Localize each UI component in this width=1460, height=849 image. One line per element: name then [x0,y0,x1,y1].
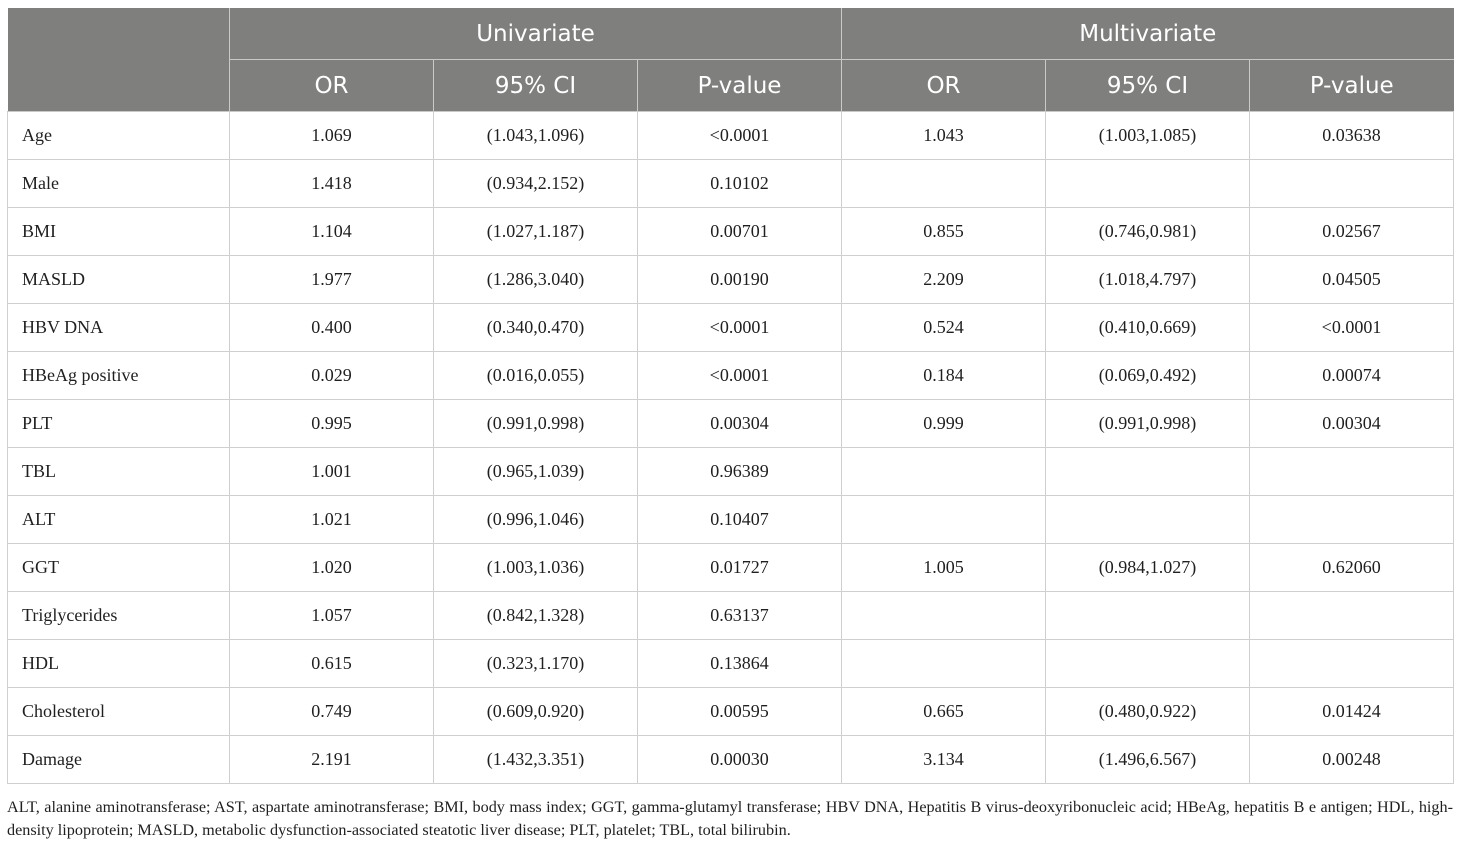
uni-p-cell: 0.01727 [638,544,842,592]
column-header-multi-p: P-value [1250,60,1454,112]
uni-ci-cell: (0.934,2.152) [434,160,638,208]
table-row [8,400,1454,448]
uni-ci-cell: (1.003,1.036) [434,544,638,592]
row-label: ALT [8,496,230,544]
multi-or-cell: 0.855 [842,208,1046,256]
uni-p-cell: 0.10407 [638,496,842,544]
row-label: HBeAg positive [8,352,230,400]
multi-or-cell [842,496,1046,544]
table-row [8,640,1454,688]
group-header-row [8,8,1454,60]
table-row [8,256,1454,304]
multi-p-cell: 0.02567 [1250,208,1454,256]
table-body [8,112,1454,784]
table-row [8,736,1454,784]
multi-or-cell: 1.043 [842,112,1046,160]
table-row [8,496,1454,544]
row-label: Triglycerides [8,592,230,640]
table-row [8,592,1454,640]
multi-ci-cell: (1.018,4.797) [1046,256,1250,304]
row-label: HDL [8,640,230,688]
uni-or-cell: 1.977 [230,256,434,304]
uni-ci-cell: (0.842,1.328) [434,592,638,640]
table-row [8,304,1454,352]
multi-p-cell: 0.62060 [1250,544,1454,592]
multi-ci-cell: (0.991,0.998) [1046,400,1250,448]
uni-or-cell: 1.021 [230,496,434,544]
uni-p-cell: <0.0001 [638,352,842,400]
multi-p-cell: 0.03638 [1250,112,1454,160]
uni-p-cell: 0.00190 [638,256,842,304]
column-header-uni-ci: 95% CI [434,60,638,112]
multi-p-cell: 0.00304 [1250,400,1454,448]
multi-p-cell: <0.0001 [1250,304,1454,352]
row-label: Cholesterol [8,688,230,736]
uni-ci-cell: (1.043,1.096) [434,112,638,160]
multi-p-cell [1250,496,1454,544]
uni-or-cell: 0.615 [230,640,434,688]
regression-table [7,8,1454,784]
row-label: GGT [8,544,230,592]
table-footnote: ALT, alanine aminotransferase; AST, aspartate aminotransferase; BMI, body mass index; GGT, gamma-glutamyl transferase; HBV DNA, Hepatitis B virus-deoxyribonucleic acid; HBeAg, hepatitis B e antigen; HDL, high-density lipoprotein; MASLD, metabolic dysfunction-associated steatotic liver disease; PLT, platelet; TBL, total bilirubin. [7,798,1453,839]
multi-p-cell: 0.00074 [1250,352,1454,400]
multi-ci-cell [1046,448,1250,496]
row-label: TBL [8,448,230,496]
column-header-multi-ci: 95% CI [1046,60,1250,112]
row-label: PLT [8,400,230,448]
uni-ci-cell: (0.996,1.046) [434,496,638,544]
table-row [8,688,1454,736]
multi-p-cell: 0.04505 [1250,256,1454,304]
uni-ci-cell: (0.609,0.920) [434,688,638,736]
uni-p-cell: 0.00595 [638,688,842,736]
uni-p-cell: 0.00304 [638,400,842,448]
multi-or-cell: 2.209 [842,256,1046,304]
uni-p-cell: 0.13864 [638,640,842,688]
multi-p-cell [1250,160,1454,208]
column-header-uni-or: OR [230,60,434,112]
multivariate-header: Multivariate [842,8,1454,60]
uni-ci-cell: (0.965,1.039) [434,448,638,496]
multi-ci-cell: (0.480,0.922) [1046,688,1250,736]
multi-ci-cell [1046,592,1250,640]
multi-or-cell [842,592,1046,640]
univariate-header: Univariate [230,8,842,60]
row-label: HBV DNA [8,304,230,352]
multi-p-cell: 0.01424 [1250,688,1454,736]
uni-p-cell: 0.00030 [638,736,842,784]
table-row [8,112,1454,160]
uni-or-cell: 1.057 [230,592,434,640]
multi-or-cell: 0.999 [842,400,1046,448]
uni-p-cell: 0.63137 [638,592,842,640]
multi-p-cell [1250,640,1454,688]
uni-p-cell: 0.96389 [638,448,842,496]
uni-p-cell: <0.0001 [638,112,842,160]
uni-or-cell: 1.001 [230,448,434,496]
uni-or-cell: 1.104 [230,208,434,256]
uni-or-cell: 2.191 [230,736,434,784]
table-row [8,352,1454,400]
multi-ci-cell [1046,640,1250,688]
multi-ci-cell [1046,496,1250,544]
uni-or-cell: 1.418 [230,160,434,208]
row-label: BMI [8,208,230,256]
row-label: Male [8,160,230,208]
uni-p-cell: 0.00701 [638,208,842,256]
uni-p-cell: 0.10102 [638,160,842,208]
uni-ci-cell: (1.286,3.040) [434,256,638,304]
row-label: MASLD [8,256,230,304]
multi-p-cell [1250,592,1454,640]
multi-p-cell: 0.00248 [1250,736,1454,784]
column-header-multi-or: OR [842,60,1046,112]
multi-or-cell: 0.665 [842,688,1046,736]
uni-or-cell: 0.749 [230,688,434,736]
uni-or-cell: 0.995 [230,400,434,448]
uni-or-cell: 1.020 [230,544,434,592]
row-label: Damage [8,736,230,784]
multi-or-cell [842,160,1046,208]
multi-or-cell: 0.524 [842,304,1046,352]
uni-p-cell: <0.0001 [638,304,842,352]
multi-ci-cell: (1.496,6.567) [1046,736,1250,784]
table-row [8,208,1454,256]
multi-or-cell [842,448,1046,496]
uni-ci-cell: (1.432,3.351) [434,736,638,784]
multi-ci-cell: (1.003,1.085) [1046,112,1250,160]
table-row [8,544,1454,592]
row-label-header [8,8,230,112]
multi-or-cell: 1.005 [842,544,1046,592]
uni-ci-cell: (1.027,1.187) [434,208,638,256]
multi-ci-cell: (0.069,0.492) [1046,352,1250,400]
row-label: Age [8,112,230,160]
uni-ci-cell: (0.323,1.170) [434,640,638,688]
multi-or-cell [842,640,1046,688]
multi-ci-cell: (0.746,0.981) [1046,208,1250,256]
multi-ci-cell: (0.410,0.669) [1046,304,1250,352]
uni-ci-cell: (0.016,0.055) [434,352,638,400]
table-container [7,8,1453,784]
multi-or-cell: 0.184 [842,352,1046,400]
table-row [8,160,1454,208]
multi-ci-cell: (0.984,1.027) [1046,544,1250,592]
multi-ci-cell [1046,160,1250,208]
multi-p-cell [1250,448,1454,496]
column-header-uni-p: P-value [638,60,842,112]
uni-or-cell: 0.400 [230,304,434,352]
uni-ci-cell: (0.991,0.998) [434,400,638,448]
table-row [8,448,1454,496]
multi-or-cell: 3.134 [842,736,1046,784]
uni-ci-cell: (0.340,0.470) [434,304,638,352]
uni-or-cell: 1.069 [230,112,434,160]
uni-or-cell: 0.029 [230,352,434,400]
